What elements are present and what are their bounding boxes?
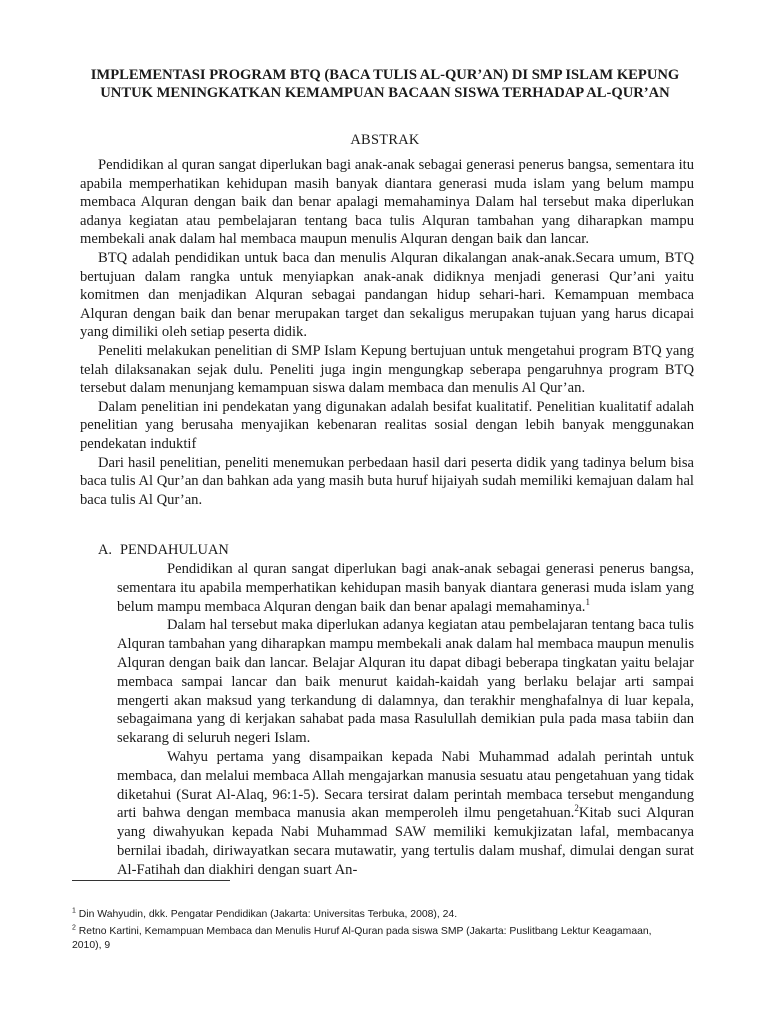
section-number: A. — [98, 542, 112, 558]
footnote-separator — [72, 880, 230, 881]
footnote — [72, 925, 672, 954]
section-body — [117, 560, 694, 880]
footnote-text: Retno Kartini, Kemampuan Membaca dan Menulis Huruf Al-Quran pada siswa SMP (Jakarta: Puslitbang Lektur Keagamaan, 2010), 9 — [72, 925, 652, 952]
document-title: IMPLEMENTASI PROGRAM BTQ (BACA TULIS AL-QUR’AN) DI SMP ISLAM KEPUNG UNTUK MENINGKATKAN KEMAMPUAN BACAAN SISWA TERHADAP AL-QUR’AN — [90, 67, 680, 102]
footnotes — [72, 908, 672, 956]
footnote-ref[interactable]: 1 — [585, 596, 590, 607]
abstract-paragraph: Dalam penelitian ini pendekatan yang digunakan adalah besifat kualitatif. Penelitian kualitatif adalah penelitian yang berusaha menyajikan kebenaran realitas sosial dengan lebih banyak menggunakan pendekatan induktif — [80, 398, 694, 452]
section-title: PENDAHULUAN — [120, 542, 229, 558]
paragraph-text: Kitab suci Alquran yang diwahyukan kepada Nabi Muhammad SAW memiliki kemukjizatan lafal, membacanya bernilai ibadah, diriwayatkan secara mutawatir, yang tertulis dalam mushaf, dimulai dengan surat Al-Fatihah dan diakhiri dengan suart An- — [117, 805, 694, 878]
abstract-paragraph: Pendidikan al quran sangat diperlukan bagi anak-anak sebagai generasi penerus bangsa, sementara itu apabila memperhatikan kehidupan masih banyak diantara generasi muda islam yang belum mampu membaca Alquran dengan baik dan benar apalagi memahaminya Dalam hal tersebut maka diperlukan adanya kegiatan atau pembelajaran tentang baca tulis Alquran tambahan yang diharapkan mampu membekali anak dalam hal membaca maupun menulis Alquran dengan baik dan lancar. — [80, 157, 694, 248]
section-paragraph — [117, 748, 694, 880]
footnote-mark: 1 — [72, 907, 76, 915]
footnote — [72, 908, 672, 923]
footnote-mark: 2 — [72, 924, 76, 932]
abstract-heading: ABSTRAK — [350, 132, 420, 148]
abstract-paragraph: Dari hasil penelitian, peneliti menemukan perbedaan hasil dari peserta didik yang tadinya belum bisa baca tulis Al Qur’an dan bahkan ada yang masih buta huruf hijaiyah sudah memiliki kemajuan dalam hal baca tulis Al Qur’an. — [80, 454, 694, 508]
abstract-paragraph: Peneliti melakukan penelitian di SMP Islam Kepung bertujuan untuk mengetahui program BTQ yang telah dilaksanakan sejak dulu. Peneliti juga ingin mengungkap seberapa pengaruhnya program BTQ tersebut dalam menunjang kemampuan siswa dalam membaca dan menulis Al Qur’an. — [80, 342, 694, 397]
section-paragraph — [117, 560, 694, 616]
paragraph-text: Pendidikan al quran sangat diperlukan bagi anak-anak sebagai generasi penerus bangsa, sementara itu apabila memperhatikan kehidupan masih banyak diantara generasi muda islam yang belum mampu membaca Alquran dengan baik dan benar apalagi memahaminya. — [117, 561, 694, 615]
section-paragraph: Dalam hal tersebut maka diperlukan adanya kegiatan atau pembelajaran tentang baca tulis Alquran tambahan yang diharapkan mampu membekali anak dalam hal membaca maupun menulis Alquran dengan baik dan lancar. Belajar Alquran itu dapat dibagi beberapa tingkatan yaitu belajar membaca sampai lancar dan baik menurut kaidah-kaidah yang berlaku belajar arti sampai mengerti akan maksud yang terkandung di dalamnya, dan terakhir menghafalnya di luar kepala, sebagaimana yang di kerjakan sahabat pada masa Rasulullah demikian pula pada masa tabiin dan sekarang di seluruh negeri Islam. — [117, 617, 694, 747]
footnote-ref[interactable]: 2 — [574, 803, 579, 814]
paragraph-text: Wahyu pertama yang disampaikan kepada Nabi Muhammad adalah perintah untuk membaca, dan melalui membaca Allah mengajarkan manusia sesuatu atau pengetahuan yang tidak diketahui (Surat Al-Alaq, 96:1-5). Secara tersirat dalam perintah membaca tersebut mengandung arti bahwa dengan membaca manusia akan memperoleh ilmu pengetahuan. — [117, 748, 694, 822]
abstract-body — [80, 156, 694, 509]
abstract-paragraph: BTQ adalah pendidikan untuk baca dan menulis Alquran dikalangan anak-anak.Secara umum, BTQ bertujuan dalam rangka untuk menyiapkan anak-anak didiknya menjadi generasi Qur’ani yaitu komitmen dan menjadikan Alquran sebagai pandangan hidup sehari-hari. Kemampuan membaca Alquran dengan baik dan benar merupakan target dan sekaligus merupakan tujuan yang harus dicapai yang dimiliki oleh setiap peserta didik. — [80, 249, 694, 341]
section-heading — [98, 541, 229, 559]
footnote-text: Din Wahyudin, dkk. Pengatar Pendidikan (Jakarta: Universitas Terbuka, 2008), 24. — [75, 909, 458, 920]
